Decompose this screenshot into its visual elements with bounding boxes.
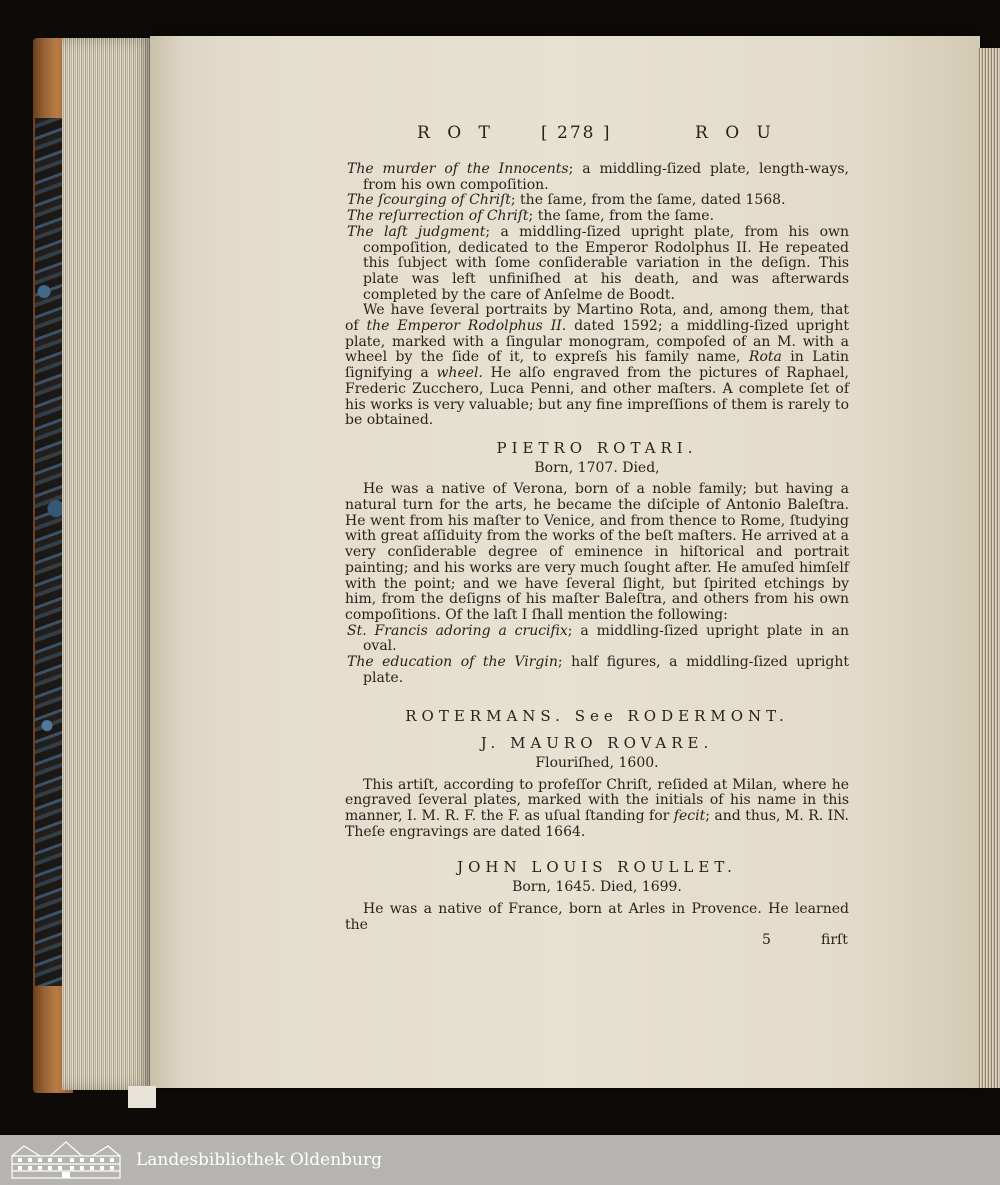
- paper-tab: [128, 1086, 156, 1108]
- list-item: The murder of the Innocents; a middling-ſized plate, length-ways, from his own compoſition.: [347, 161, 849, 193]
- library-footer: [0, 1135, 1000, 1185]
- rovare-paragraph: This artiſt, according to profeſſor Chriſt, reſided at Milan, where he engraved ſeveral plates, marked with the initials of his name in this manner, I. M. R. F. the F. as uſual ſtanding for fecit; and thus, M. R. IN. Theſe engravings are dated 1664.: [345, 776, 849, 840]
- page-number: [ 278 ]: [541, 123, 612, 143]
- signature-line: [345, 933, 849, 951]
- artist-dates-roullet: Born, 1645. Died, 1699.: [512, 879, 682, 896]
- marbled-endpaper: [35, 118, 65, 986]
- list-item: The education of the Virgin; half figures, a middling-ſized upright plate.: [347, 654, 849, 686]
- list-item: The laſt judgment; a middling-ſized upright plate, from his own compoſition, dedicated to the Emperor Rodolphus II. He repeated this ſubject with ſome conſiderable variation in the deſign. This plate was left unfiniſhed at his death, and was afterwards completed by the care of Anſelme de Boodt.: [347, 223, 849, 303]
- running-head-left: R O T: [417, 123, 496, 143]
- artist-dates-rovare: Flouriſhed, 1600.: [535, 754, 659, 771]
- catchword: firſt: [821, 932, 848, 949]
- page-text: [345, 123, 849, 951]
- signature-mark: 5: [762, 932, 771, 949]
- list-item: The reſurrection of Chriſt; the ſame, from the ſame.: [347, 208, 715, 225]
- artist-heading-rovare: J. MAURO ROVARE.: [480, 734, 714, 753]
- artist-heading-roullet: JOHN LOUIS ROULLET.: [457, 858, 737, 877]
- library-building-icon: [10, 1140, 122, 1180]
- cross-reference-heading: ROTERMANS. See RODERMONT.: [405, 706, 789, 725]
- rota-paragraph: We have ſeveral portraits by Martino Rota, and, among them, that of the Emperor Rodolphus II. dated 1592; a middling-ſized upright plate, marked with a ſingular monogram, compoſed of an M. with a wheel by the ſide of it, to expreſs his family name, Rota in Latin ſignifying a wheel. He alſo engraved from the pictures of Raphael, Frederic Zucchero, Luca Penni, and other maſters. A complete ſet of his works is very valuable; but any fine impreſſions of them is rarely to be obtained.: [345, 302, 849, 429]
- right-page-edges: [978, 48, 1000, 1088]
- artist-dates-rotari: Born, 1707. Died,: [534, 459, 660, 476]
- library-name: Landesbibliothek Oldenburg: [136, 1150, 383, 1170]
- running-head: [345, 123, 849, 162]
- list-item: St. Francis adoring a crucifix; a middling-ſized upright plate in an oval.: [347, 622, 849, 655]
- page-edges: [62, 38, 154, 1090]
- list-item: The ſcourging of Chriſt; the ſame, from the ſame, dated 1568.: [347, 192, 786, 209]
- roullet-paragraph: He was a native of France, born at Arles in Provence. He learned the: [345, 900, 849, 933]
- rotari-paragraph: He was a native of Verona, born of a noble family; but having a natural turn for the arts, he became the diſciple of Antonio Baleſtra. He went from his maſter to Venice, and from thence to Rome, ſtudying with great aſſiduity from the works of the beſt maſters. He arrived at a very conſiderable degree of eminence in hiſtorical and portrait painting; and his works are very much ſought after. He amuſed himſelf with the point; and we have ſeveral ſlight, but ſpirited etchings by him, from the deſigns of his maſter Baleſtra, and others from his own compoſitions. Of the laſt I ſhall mention the following:: [345, 481, 849, 623]
- artist-heading-rotari: PIETRO ROTARI.: [496, 438, 698, 457]
- running-head-right: R O U: [695, 123, 777, 143]
